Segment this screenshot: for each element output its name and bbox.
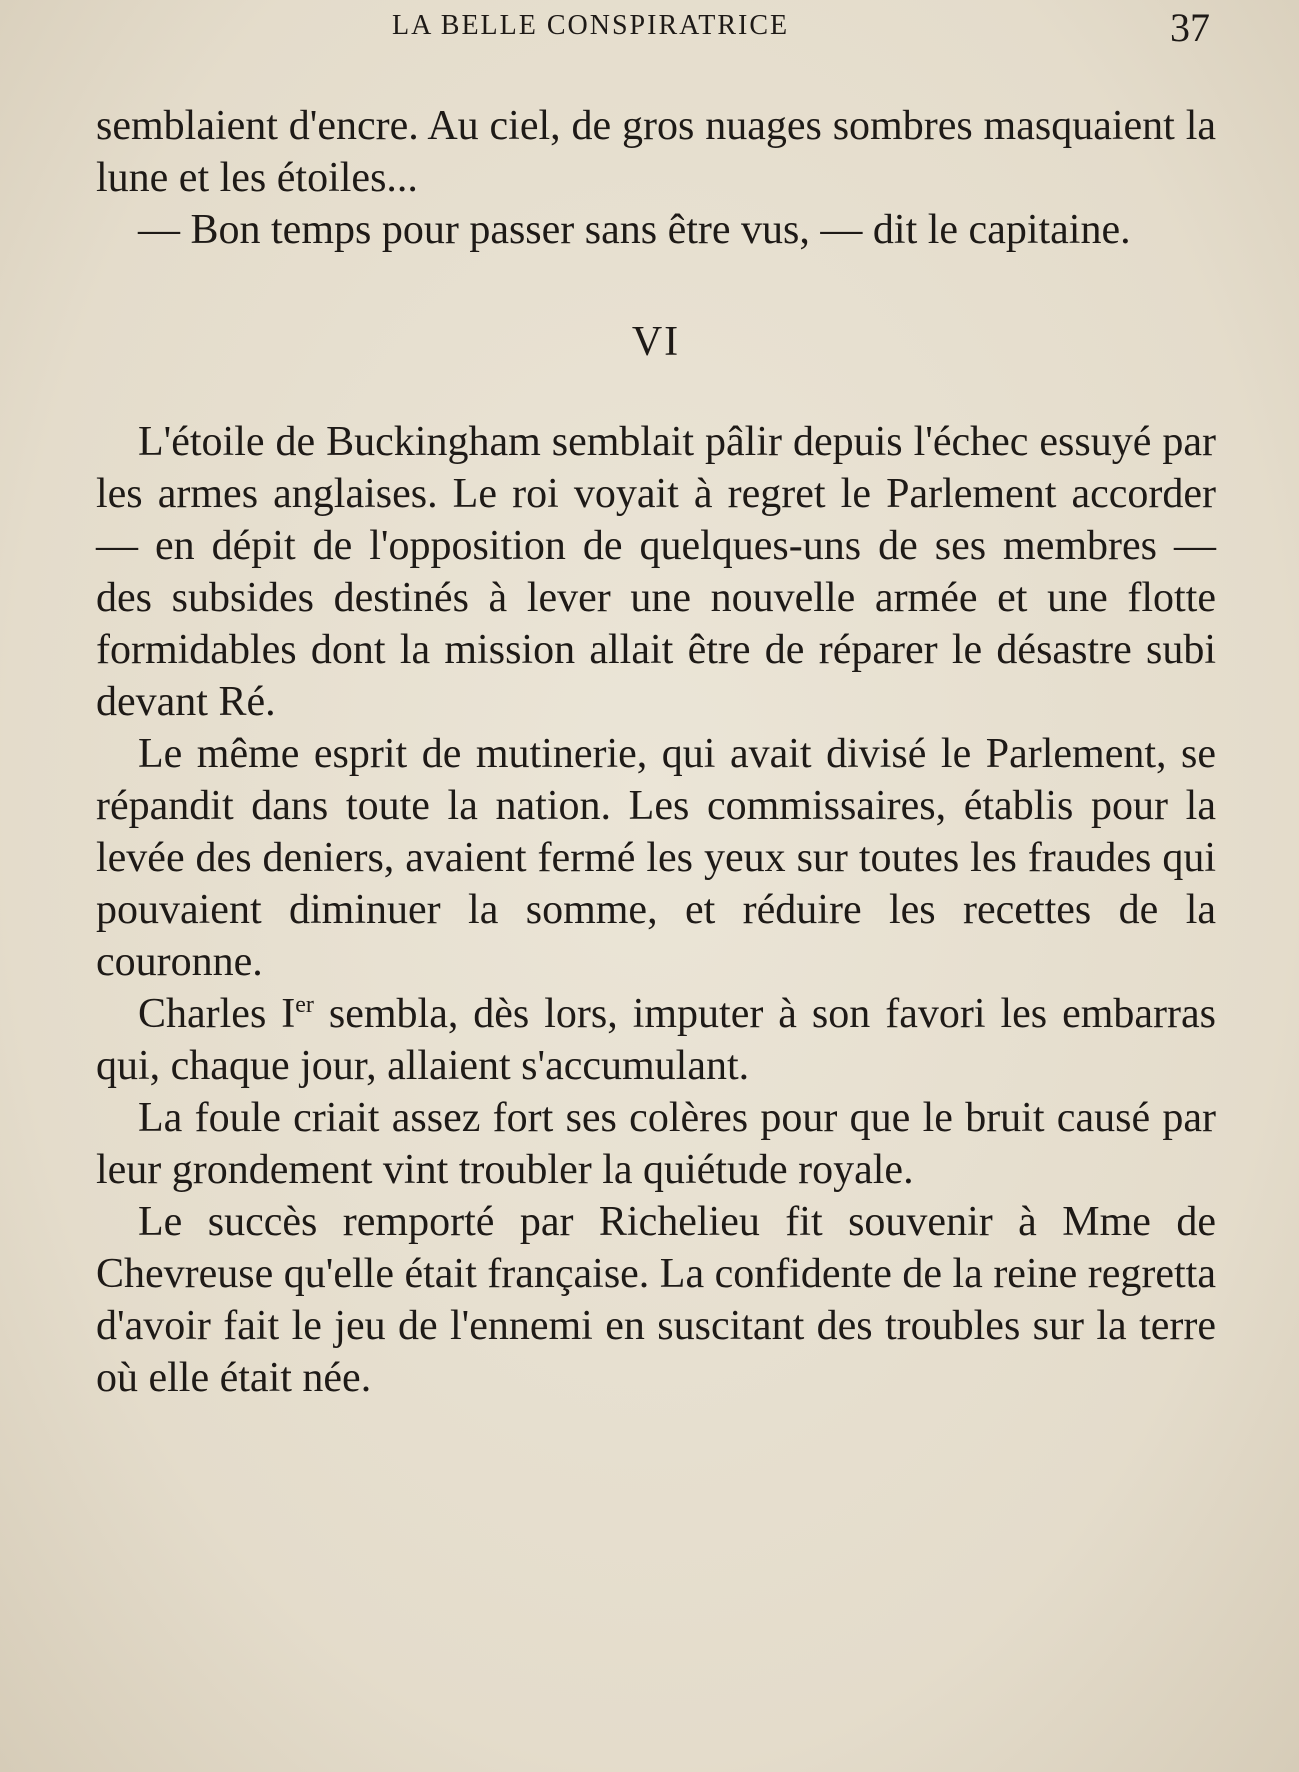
paragraph: La foule criait assez fort ses colères pour que le bruit causé par leur grondement vint troubler la quiétude royale. [96, 1095, 1216, 1193]
paragraph-dialogue: — Bon temps pour passer sans être vus, — dit le capitaine. [138, 207, 1131, 253]
paragraph: Le même esprit de mutinerie, qui avait divisé le Parlement, se répandit dans toute la nation. Les commissaires, établis pour la levée des deniers, avaient fermé les yeux sur toutes les fraudes qui pouvaient diminuer la somme, et réduire les recettes de la couronne. [96, 731, 1216, 985]
paragraph [96, 988, 1216, 1092]
paragraph-text: Charles I [138, 991, 296, 1037]
paragraph-text: sembla, dès lors, imputer à son favori les embarras qui, chaque jour, allaient s'accumulant. [96, 991, 1216, 1089]
paragraph: L'étoile de Buckingham semblait pâlir depuis l'échec essuyé par les armes anglaises. Le roi voyait à regret le Parlement accorder — en dépit de l'opposition de quelques-uns de ses membres — des subsides destinés à lever une nouvelle armée et une flotte formidables dont la mission allait être de réparer le désastre subi devant Ré. [96, 419, 1216, 725]
page-number: 37 [1170, 5, 1210, 50]
paragraph-continuation: semblaient d'encre. Au ciel, de gros nuages sombres masquaient la lune et les étoiles... [96, 103, 1216, 201]
running-head [0, 5, 1299, 50]
text-block [96, 100, 1216, 1404]
paragraph: Le succès remporté par Richelieu fit souvenir à Mme de Chevreuse qu'elle était française. La confidente de la reine regretta d'avoir fait le jeu de l'ennemi en suscitant des troubles sur la terre où elle était née. [96, 1199, 1216, 1401]
chapter-heading: VI [631, 319, 681, 365]
superscript: er [295, 992, 314, 1018]
running-title: LA BELLE CONSPIRATRICE [392, 10, 790, 41]
